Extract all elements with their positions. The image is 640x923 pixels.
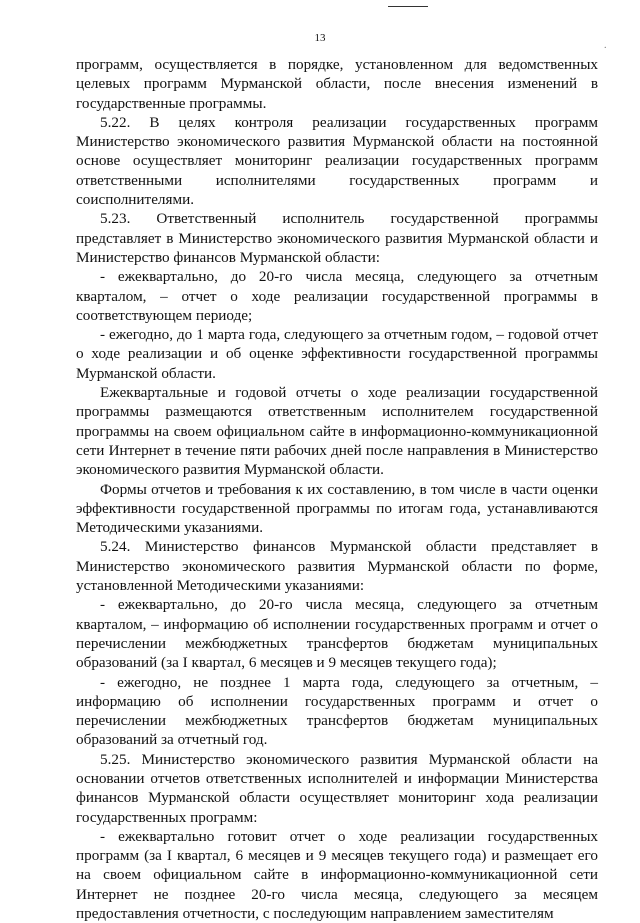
corner-mark: . [604,40,607,51]
list-item-quarterly-transfers: - ежеквартально, до 20-го числа месяца, следующего за отчетным кварталом, – информацию об исполнении государственных программ и отчет о перечислении межбюджетных трансфертов бюджетам муниципальных образований (за I квартал, 6 месяцев и 9 месяцев текущего года); [76,596,598,672]
list-item-annual-transfers: - ежегодно, не позднее 1 марта года, следующего за отчетным, – информацию об исполнении государственных программ и отчет о перечислении межбюджетных трансфертов бюджетам муниципальных образований за отчетный год. [76,673,598,749]
list-item-annual-report: - ежегодно, до 1 марта года, следующего за отчетным годом, – годовой отчет о ходе реализации и об оценке эффективности государственной программы Мурманской области. [76,326,598,382]
paragraph-5-23: 5.23. Ответственный исполнитель государственной программы представляет в Министерство экономического развития Мурманской области и Министерство финансов Мурманской области: [76,210,598,266]
page-number: 13 [314,32,326,44]
paragraph-5-22: 5.22. В целях контроля реализации государственных программ Министерство экономического развития Мурманской области на постоянной основе осуществляет мониторинг реализации государственных программ ответственными исполнителями государственных программ и соисполнителями. [76,113,598,209]
paragraph-report-forms: Формы отчетов и требования к их составлению, в том числе в части оценки эффективности государственной программы по итогам года, устанавливаются Методическими указаниями. [76,480,598,537]
paragraph-5-25: 5.25. Министерство экономического развития Мурманской области на основании отчетов ответственных исполнителей и информации Министерства финансов Мурманской области осуществляет мониторинг хода реализации государственных программ: [76,750,598,826]
document-body [76,55,598,923]
list-item-quarterly-monitoring: - ежеквартально готовит отчет о ходе реализации государственных программ (за I квартал, 6 месяцев и 9 месяцев текущего года) и размещает его на своем официальном сайте в информационно-коммуникационной сети Интернет не позднее 20-го числа месяца, следующего за месяцем предоставления отчетности, с последующим направлением заместителям [76,827,598,923]
top-edge-mark [388,6,428,7]
list-item-quarterly-report: - ежеквартально, до 20-го числа месяца, следующего за отчетным кварталом, – отчет о ходе реализации государственной программы в соответствующем периоде; [76,268,598,324]
paragraph-continuation: программ, осуществляется в порядке, установленном для ведомственных целевых программ Мурманской области, после внесения изменений в государственные программы. [76,56,598,112]
paragraph-reports-publication: Ежеквартальные и годовой отчеты о ходе реализации государственной программы размещаются ответственным исполнителем государственной программы на своем официальном сайте в информационно-коммуникационной сети Интернет в течение пяти рабочих дней после направления в Министерство экономического развития Мурманской области. [76,384,598,479]
paragraph-5-24: 5.24. Министерство финансов Мурманской области представляет в Министерство экономического развития Мурманской области по форме, установленной Методическими указаниями: [76,538,598,595]
